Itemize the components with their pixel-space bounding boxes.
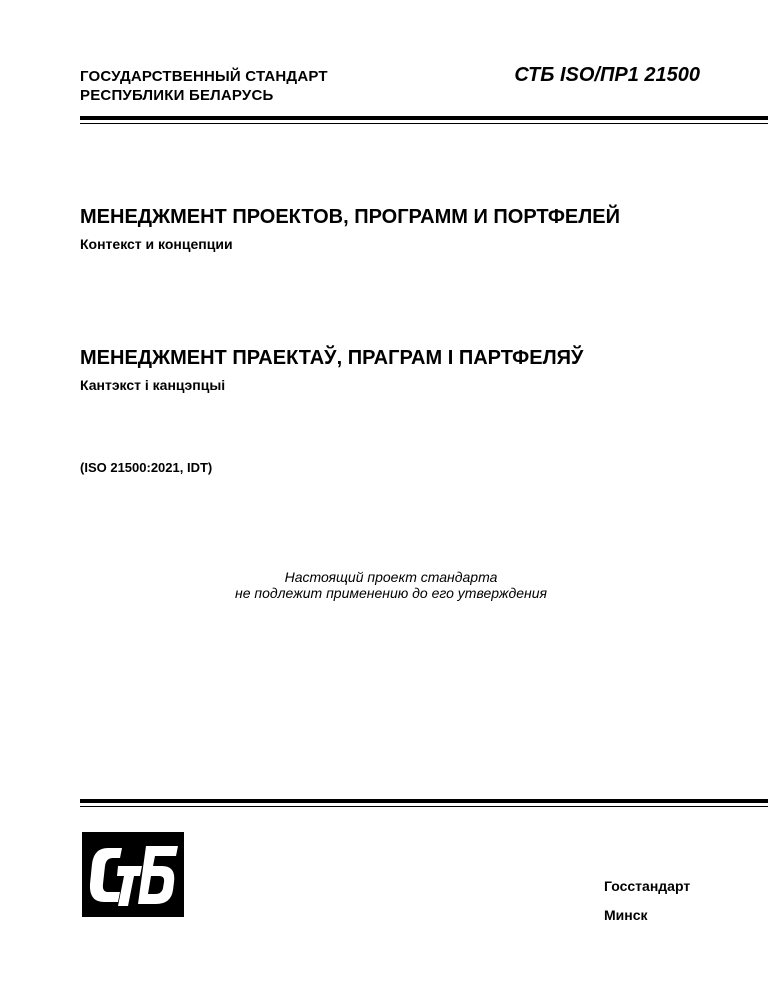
stb-logo-graphic: [82, 832, 184, 917]
iso-reference: (ISO 21500:2021, IDT): [80, 460, 213, 475]
header-line-2: РЕСПУБЛИКИ БЕЛАРУСЬ: [80, 87, 274, 104]
publisher-name: Госстандарт: [604, 878, 691, 894]
subtitle-belarusian: Кантэкст і канцэпцыі: [80, 377, 226, 393]
footer-rule-thin: [80, 806, 768, 807]
footer-rule-thick: [80, 799, 768, 803]
stb-logo-icon: [82, 832, 184, 917]
header-rule-thick: [80, 116, 768, 120]
header-line-1: ГОСУДАРСТВЕННЫЙ СТАНДАРТ: [80, 68, 328, 85]
title-belarusian: МЕНЕДЖМЕНТ ПРАЕКТАЎ, ПРАГРАМ І ПАРТФЕЛЯЎ: [80, 347, 584, 369]
standard-designation: СТБ ISO/ПР1 21500: [514, 64, 700, 86]
header-rule-thin: [80, 123, 768, 124]
title-russian: МЕНЕДЖМЕНТ ПРОЕКТОВ, ПРОГРАММ И ПОРТФЕЛЕЙ: [80, 206, 621, 228]
draft-notice: [0, 569, 768, 601]
standard-header: [80, 67, 328, 105]
draft-notice-line-2: не подлежит применению до его утверждения: [235, 585, 547, 601]
draft-notice-line-1: Настоящий проект стандарта: [284, 569, 498, 585]
publisher-city: Минск: [604, 907, 648, 923]
subtitle-russian: Контекст и концепции: [80, 236, 233, 252]
